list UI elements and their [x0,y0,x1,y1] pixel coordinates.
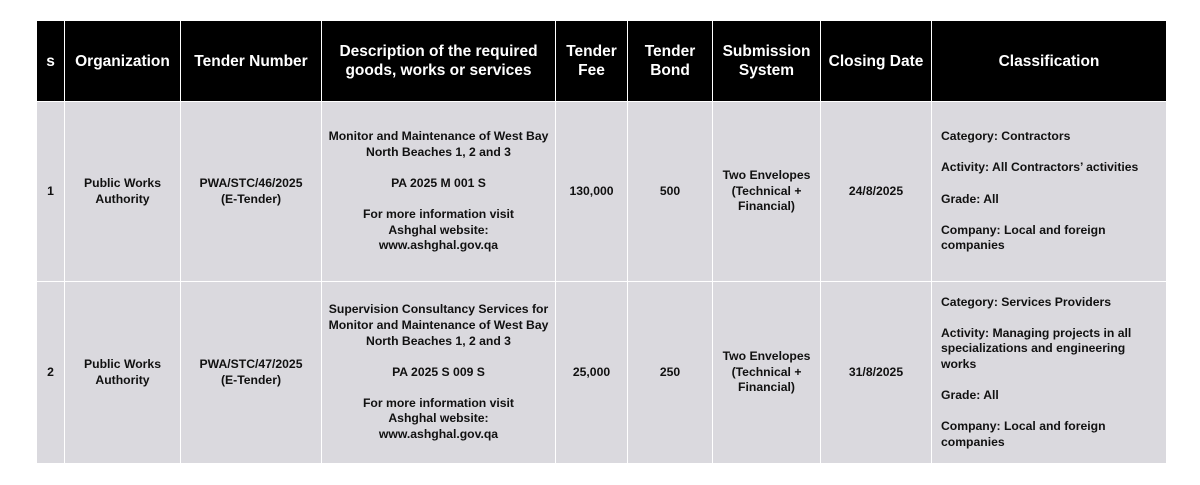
header-tender-bond: Tender Bond [628,21,713,102]
description-cell: Monitor and Maintenance of West Bay North Beaches 1, 2 and 3 PA 2025 M 001 S For more information visit Ashghal website: www.ashghal.gov.qa [322,102,556,282]
tender-fee-cell: 130,000 [556,102,628,282]
serial-cell: 1 [37,102,65,282]
submission-system-cell: Two Envelopes (Technical + Financial) [713,102,821,282]
table-row [37,102,1167,282]
header-description: Description of the required goods, works or services [322,21,556,102]
tender-bond-cell: 250 [628,282,713,464]
header-organization: Organization [65,21,181,102]
organization-cell: Public Works Authority [65,102,181,282]
table-row [37,282,1167,464]
header-submission-system: Submission System [713,21,821,102]
tender-reference: PA 2025 M 001 S [391,175,486,190]
website-link: www.ashghal.gov.qa [378,427,499,442]
classification-cell: Category: Contractors Activity: All Contractors’ activities Grade: All Company: Local and foreign companies [932,102,1167,282]
tender-number-cell: PWA/STC/47/2025 (E-Tender) [181,282,322,464]
closing-date-cell: 24/8/2025 [821,102,932,282]
submission-system-cell: Two Envelopes (Technical + Financial) [713,282,821,464]
tender-fee-cell: 25,000 [556,282,628,464]
tender-reference: PA 2025 S 009 S [392,364,485,379]
header-closing-date: Closing Date [821,21,932,102]
classification-cell: Category: Services Providers Activity: Managing projects in all specializations and engineering works Grade: All Company: Local and foreign companies [932,282,1167,464]
header-row [37,21,1167,102]
website-link: www.ashghal.gov.qa [378,238,499,253]
description-cell: Supervision Consultancy Services for Monitor and Maintenance of West Bay North Beaches 1, 2 and 3 PA 2025 S 009 S For more information visit Ashghal website: www.ashghal.gov.qa [322,282,556,464]
serial-cell: 2 [37,282,65,464]
header-tender-fee: Tender Fee [556,21,628,102]
tender-bond-cell: 500 [628,102,713,282]
header-classification: Classification [932,21,1167,102]
header-serial: s [37,21,65,102]
tender-number-cell: PWA/STC/46/2025 (E-Tender) [181,102,322,282]
closing-date-cell: 31/8/2025 [821,282,932,464]
tender-table [36,20,1167,464]
organization-cell: Public Works Authority [65,282,181,464]
header-tender-number: Tender Number [181,21,322,102]
